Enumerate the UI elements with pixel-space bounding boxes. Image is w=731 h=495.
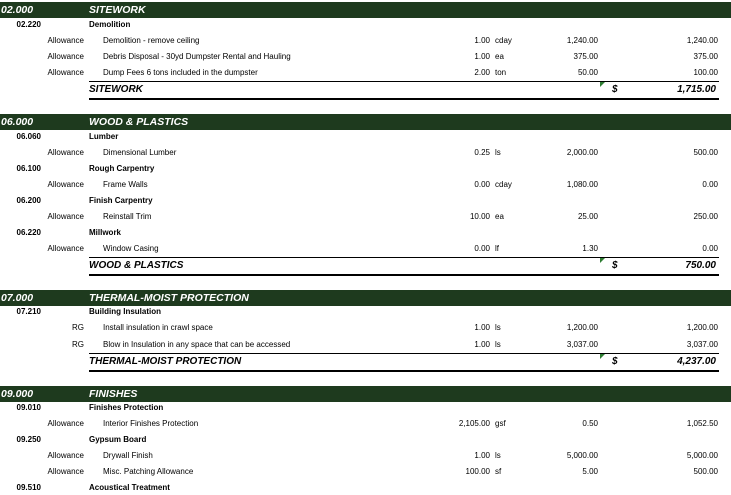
line-item-row[interactable] xyxy=(0,178,731,194)
item-quantity: 1.00 xyxy=(474,52,490,61)
item-type: Allowance xyxy=(47,36,84,45)
item-unit: ls xyxy=(495,451,501,460)
item-rate: 25.00 xyxy=(577,212,598,221)
subsection-title: Rough Carpentry xyxy=(89,164,155,173)
section-total-amount: 1,715.00 xyxy=(677,84,716,95)
item-type: Allowance xyxy=(47,180,84,189)
item-amount: 500.00 xyxy=(693,467,718,476)
item-quantity: 1.00 xyxy=(474,36,490,45)
section-code: 07.000 xyxy=(1,292,34,304)
subsection-title: Finishes Protection xyxy=(89,403,164,412)
item-description: Misc. Patching Allowance xyxy=(103,467,194,476)
item-type: Allowance xyxy=(47,467,84,476)
section-header[interactable] xyxy=(0,2,731,18)
subsection-code: 06.100 xyxy=(16,164,41,173)
currency-symbol: $ xyxy=(612,260,618,271)
item-description: Window Casing xyxy=(103,244,159,253)
section-total-row[interactable] xyxy=(0,82,731,98)
subsection-title: Demolition xyxy=(89,20,131,29)
subsection-code: 06.220 xyxy=(16,228,41,237)
item-description: Reinstall Trim xyxy=(103,212,152,221)
item-amount: 500.00 xyxy=(693,148,718,157)
item-description: Frame Walls xyxy=(103,180,148,189)
item-description: Install insulation in crawl space xyxy=(103,323,213,332)
item-type: Allowance xyxy=(47,148,84,157)
subsection-row[interactable] xyxy=(0,481,731,495)
subsection-title: Finish Carpentry xyxy=(89,196,153,205)
section-total-label: SITEWORK xyxy=(89,84,143,95)
item-type: Allowance xyxy=(47,244,84,253)
currency-symbol: $ xyxy=(612,356,618,367)
section-code: 06.000 xyxy=(1,116,34,128)
subsection-row[interactable] xyxy=(0,130,731,146)
subsection-row[interactable] xyxy=(0,401,731,417)
item-amount: 100.00 xyxy=(693,68,718,77)
item-amount: 1,200.00 xyxy=(686,323,718,332)
item-unit: cday xyxy=(495,180,512,189)
item-unit: ea xyxy=(495,52,504,61)
item-quantity: 10.00 xyxy=(469,212,490,221)
section-total-label: THERMAL-MOIST PROTECTION xyxy=(89,356,242,367)
subsection-code: 02.220 xyxy=(16,20,41,29)
line-item-row[interactable] xyxy=(0,146,731,162)
item-quantity: 1.00 xyxy=(474,451,490,460)
subsection-row[interactable] xyxy=(0,18,731,34)
line-item-row[interactable] xyxy=(0,34,731,50)
subsection-row[interactable] xyxy=(0,305,731,321)
line-item-row[interactable] xyxy=(0,417,731,433)
item-rate: 5.00 xyxy=(582,467,598,476)
line-item-row[interactable] xyxy=(0,449,731,465)
subsection-code: 09.510 xyxy=(16,483,41,492)
subsection-code: 09.250 xyxy=(16,435,41,444)
line-item-row[interactable] xyxy=(0,50,731,66)
section-title: THERMAL-MOIST PROTECTION xyxy=(89,292,249,304)
item-description: Blow in Insulation in any space that can be accessed xyxy=(103,340,291,349)
item-quantity: 2,105.00 xyxy=(458,419,490,428)
section-title: SITEWORK xyxy=(89,4,146,16)
section-title: FINISHES xyxy=(89,388,138,400)
subsection-code: 07.210 xyxy=(16,307,41,316)
item-quantity: 2.00 xyxy=(474,68,490,77)
item-amount: 3,037.00 xyxy=(686,340,718,349)
item-amount: 375.00 xyxy=(693,52,718,61)
subsection-title: Lumber xyxy=(89,132,119,141)
section-code: 02.000 xyxy=(1,4,34,16)
item-rate: 0.50 xyxy=(582,419,598,428)
line-item-row[interactable] xyxy=(0,465,731,481)
item-unit: cday xyxy=(495,36,512,45)
item-amount: 0.00 xyxy=(702,180,718,189)
subsection-row[interactable] xyxy=(0,194,731,210)
item-description: Dump Fees 6 tons included in the dumpster xyxy=(103,68,258,77)
subsection-row[interactable] xyxy=(0,226,731,242)
item-rate: 1,080.00 xyxy=(566,180,598,189)
subsection-code: 06.200 xyxy=(16,196,41,205)
line-item-row[interactable] xyxy=(0,321,731,337)
subsection-row[interactable] xyxy=(0,162,731,178)
line-item-row[interactable] xyxy=(0,210,731,226)
currency-symbol: $ xyxy=(612,84,618,95)
item-amount: 0.00 xyxy=(702,244,718,253)
item-quantity: 1.00 xyxy=(474,340,490,349)
item-description: Interior Finishes Protection xyxy=(103,419,199,428)
subsection-title: Building Insulation xyxy=(89,307,161,316)
subsection-title: Acoustical Treatment xyxy=(89,483,170,492)
section-title: WOOD & PLASTICS xyxy=(89,116,189,128)
item-type: RG xyxy=(72,323,84,332)
total-bottom-rule xyxy=(89,370,719,372)
item-quantity: 100.00 xyxy=(465,467,490,476)
item-amount: 1,240.00 xyxy=(686,36,718,45)
subsection-code: 09.010 xyxy=(16,403,41,412)
section-total-amount: 4,237.00 xyxy=(677,356,716,367)
section-header[interactable] xyxy=(0,114,731,130)
item-type: Allowance xyxy=(47,52,84,61)
item-type: Allowance xyxy=(47,68,84,77)
item-description: Debris Disposal - 30yd Dumpster Rental and Hauling xyxy=(103,52,291,61)
section-total-amount: 750.00 xyxy=(685,260,716,271)
item-description: Drywall Finish xyxy=(103,451,153,460)
line-item-row[interactable] xyxy=(0,242,731,258)
item-quantity: 0.25 xyxy=(474,148,490,157)
item-type: Allowance xyxy=(47,451,84,460)
total-bottom-rule xyxy=(89,274,719,276)
item-rate: 2,000.00 xyxy=(566,148,598,157)
item-amount: 5,000.00 xyxy=(686,451,718,460)
subsection-code: 06.060 xyxy=(16,132,41,141)
subsection-row[interactable] xyxy=(0,433,731,449)
section-total-row[interactable] xyxy=(0,354,731,370)
item-quantity: 0.00 xyxy=(474,244,490,253)
item-rate: 1.30 xyxy=(582,244,598,253)
item-rate: 1,200.00 xyxy=(566,323,598,332)
section-total-row[interactable] xyxy=(0,258,731,274)
item-unit: ea xyxy=(495,212,504,221)
item-rate: 1,240.00 xyxy=(566,36,598,45)
line-item-row[interactable] xyxy=(0,66,731,82)
item-description: Demolition - remove ceiling xyxy=(103,36,200,45)
item-unit: ls xyxy=(495,323,501,332)
item-unit: ton xyxy=(495,68,507,77)
item-unit: ls xyxy=(495,148,501,157)
item-unit: lf xyxy=(495,244,499,253)
item-rate: 3,037.00 xyxy=(566,340,598,349)
item-type: Allowance xyxy=(47,419,84,428)
item-unit: sf xyxy=(495,467,502,476)
item-description: Dimensional Lumber xyxy=(103,148,177,157)
item-amount: 250.00 xyxy=(693,212,718,221)
line-item-row[interactable] xyxy=(0,338,731,354)
item-type: Allowance xyxy=(47,212,84,221)
item-unit: ls xyxy=(495,340,501,349)
item-rate: 50.00 xyxy=(577,68,598,77)
section-code: 09.000 xyxy=(1,388,34,400)
subsection-title: Millwork xyxy=(89,228,122,237)
section-total-label: WOOD & PLASTICS xyxy=(89,260,184,271)
item-rate: 375.00 xyxy=(573,52,598,61)
section-header[interactable] xyxy=(0,386,731,402)
item-amount: 1,052.50 xyxy=(686,419,718,428)
item-quantity: 1.00 xyxy=(474,323,490,332)
section-header[interactable] xyxy=(0,290,731,306)
item-type: RG xyxy=(72,340,84,349)
item-rate: 5,000.00 xyxy=(566,451,598,460)
item-unit: gsf xyxy=(495,419,506,428)
item-quantity: 0.00 xyxy=(474,180,490,189)
total-bottom-rule xyxy=(89,98,719,100)
subsection-title: Gypsum Board xyxy=(89,435,147,444)
